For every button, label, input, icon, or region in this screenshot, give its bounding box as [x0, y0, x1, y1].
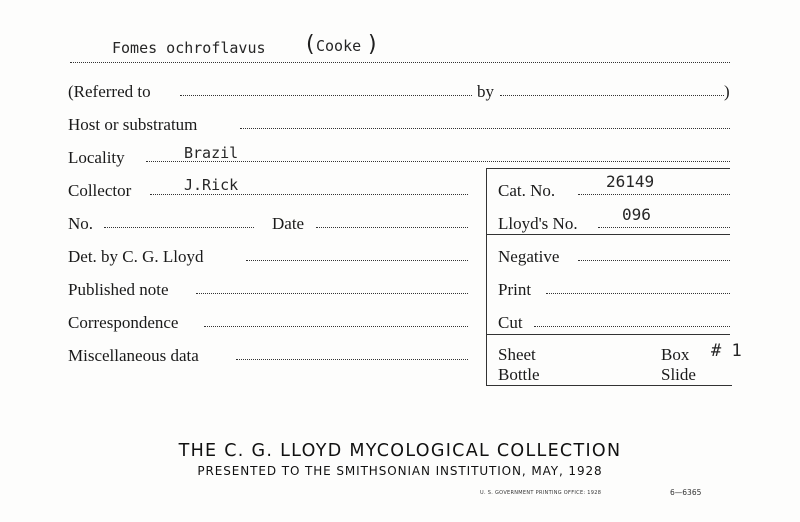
correspondence-label: Correspondence	[68, 313, 179, 332]
collector-value: J.Rick	[184, 176, 239, 194]
bottle-label: Bottle	[498, 365, 540, 384]
right-box-divider	[486, 234, 730, 235]
collector-line	[150, 194, 468, 195]
print-label: Print	[498, 280, 532, 299]
by-line	[500, 95, 724, 96]
collector-label: Collector	[68, 181, 132, 200]
lloyd-no-line	[598, 227, 730, 228]
no-label: No.	[68, 214, 94, 233]
right-box-top	[486, 168, 730, 169]
locality-label: Locality	[68, 148, 125, 167]
det-by-label: Det. by C. G. Lloyd	[68, 247, 204, 266]
right-box-left	[486, 168, 487, 386]
box-value: # 1	[711, 341, 742, 361]
cut-label: Cut	[498, 313, 523, 332]
specimen-author: Cooke	[316, 37, 362, 55]
specimen-name: Fomes ochroflavus	[112, 39, 266, 57]
no-line	[104, 227, 254, 228]
cat-no-value: 26149	[606, 172, 655, 191]
print-line	[546, 293, 730, 294]
specimen-paren-open: (	[306, 32, 315, 57]
sheet-label: Sheet	[498, 345, 536, 364]
slide-label: Slide	[661, 365, 696, 384]
miscellaneous-label: Miscellaneous data	[68, 346, 199, 365]
cat-no-line	[578, 194, 730, 195]
host-line	[240, 128, 730, 129]
host-label: Host or substratum	[68, 115, 198, 134]
referred-to-label: (Referred to	[68, 82, 151, 101]
box-label: Box	[661, 345, 690, 364]
date-label: Date	[272, 214, 305, 233]
right-box-divider-lower	[486, 334, 730, 335]
cut-line	[534, 326, 730, 327]
negative-label: Negative	[498, 247, 560, 266]
locality-value: Brazil	[184, 144, 239, 162]
negative-line	[578, 260, 730, 261]
referred-close-paren: )	[724, 82, 730, 101]
correspondence-line	[204, 326, 468, 327]
miscellaneous-line	[236, 359, 468, 360]
det-by-line	[246, 260, 468, 261]
date-line	[316, 227, 468, 228]
locality-line	[146, 161, 730, 162]
collection-subtitle: PRESENTED TO THE SMITHSONIAN INSTITUTION, MAY, 1928	[197, 464, 603, 478]
published-note-label: Published note	[68, 280, 169, 299]
specimen-paren-close: )	[368, 32, 377, 57]
published-note-line	[196, 293, 468, 294]
lloyd-no-value: 096	[622, 205, 651, 224]
right-box-bottom	[486, 385, 732, 386]
referred-to-line	[180, 95, 472, 96]
form-code: 6—6365	[670, 488, 702, 497]
printer-imprint: U. S. GOVERNMENT PRINTING OFFICE: 1928	[480, 490, 602, 496]
specimen-line	[70, 62, 730, 63]
cat-no-label: Cat. No.	[498, 181, 556, 200]
by-label: by	[477, 82, 494, 101]
collection-title: THE C. G. LLOYD MYCOLOGICAL COLLECTION	[178, 441, 622, 461]
lloyd-no-label: Lloyd's No.	[498, 214, 578, 233]
